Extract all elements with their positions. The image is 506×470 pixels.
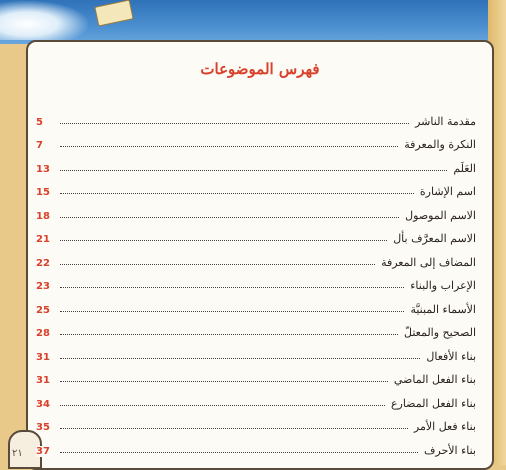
toc-entry-label: اسم الإشارة bbox=[416, 185, 476, 198]
toc-list bbox=[36, 104, 476, 457]
toc-entry-page: 25 bbox=[36, 305, 58, 316]
dot-leader bbox=[60, 404, 385, 406]
toc-entry-page: 31 bbox=[36, 352, 58, 363]
toc-entry[interactable] bbox=[36, 410, 476, 434]
toc-entry[interactable] bbox=[36, 339, 476, 363]
toc-entry-label: مقدمة الناشر bbox=[411, 115, 476, 128]
toc-title: فهرس الموضوعات bbox=[200, 60, 320, 78]
toc-entry[interactable] bbox=[36, 151, 476, 175]
dot-leader bbox=[60, 239, 387, 241]
header-banner bbox=[0, 0, 506, 44]
dot-leader bbox=[60, 451, 418, 453]
toc-entry-label: بناء فعل الأمر bbox=[410, 420, 476, 433]
dot-leader bbox=[60, 145, 398, 147]
toc-entry-label: الاسم المعرَّف بأل bbox=[389, 232, 476, 245]
toc-entry-page: 34 bbox=[36, 399, 58, 410]
toc-panel bbox=[26, 40, 494, 470]
toc-entry-page: 18 bbox=[36, 211, 58, 222]
toc-entry-label: بناء الفعل الماضي bbox=[390, 373, 476, 386]
toc-entry-page: 37 bbox=[36, 446, 58, 457]
dot-leader bbox=[60, 263, 375, 265]
dot-leader bbox=[60, 286, 404, 288]
toc-entry-label: العَلَم bbox=[449, 162, 476, 175]
toc-entry-label: المضاف إلى المعرفة bbox=[377, 256, 476, 269]
toc-entry[interactable] bbox=[36, 104, 476, 128]
dot-leader bbox=[60, 427, 408, 429]
toc-entry-label: بناء الفعل المضارع bbox=[387, 397, 476, 410]
toc-entry[interactable] bbox=[36, 245, 476, 269]
toc-entry-label: الصحيح والمعتلّ bbox=[400, 326, 476, 339]
toc-entry[interactable] bbox=[36, 198, 476, 222]
toc-entry-label: الاسم الموصول bbox=[401, 209, 476, 222]
toc-entry-page: 28 bbox=[36, 328, 58, 339]
toc-entry-page: 31 bbox=[36, 375, 58, 386]
dot-leader bbox=[60, 333, 398, 335]
toc-entry[interactable] bbox=[36, 363, 476, 387]
dot-leader bbox=[60, 122, 409, 124]
toc-entry[interactable] bbox=[36, 292, 476, 316]
dot-leader bbox=[60, 216, 399, 218]
dot-leader bbox=[60, 169, 447, 171]
toc-entry-page: 7 bbox=[36, 140, 58, 151]
toc-entry-page: 5 bbox=[36, 117, 58, 128]
dot-leader bbox=[60, 310, 404, 312]
toc-entry[interactable] bbox=[36, 222, 476, 246]
toc-entry-label: بناء الأحرف bbox=[420, 444, 476, 457]
toc-entry-label: النكرة والمعرفة bbox=[400, 138, 476, 151]
toc-entry-label: بناء الأفعال bbox=[422, 350, 476, 363]
toc-entry-page: 15 bbox=[36, 187, 58, 198]
toc-entry-page: 13 bbox=[36, 164, 58, 175]
toc-entry[interactable] bbox=[36, 433, 476, 457]
dot-leader bbox=[60, 357, 420, 359]
toc-entry-page: 22 bbox=[36, 258, 58, 269]
toc-entry[interactable] bbox=[36, 386, 476, 410]
toc-entry[interactable] bbox=[36, 316, 476, 340]
toc-entry-page: 35 bbox=[36, 422, 58, 433]
toc-entry-label: الإعراب والبناء bbox=[406, 279, 476, 292]
dot-leader bbox=[60, 380, 388, 382]
toc-entry[interactable] bbox=[36, 128, 476, 152]
toc-entry-page: 23 bbox=[36, 281, 58, 292]
toc-entry[interactable] bbox=[36, 175, 476, 199]
toc-entry-label: الأسماء المبنيَّة bbox=[406, 303, 476, 316]
book-icon bbox=[94, 0, 133, 27]
dot-leader bbox=[60, 192, 414, 194]
toc-entry-page: 21 bbox=[36, 234, 58, 245]
logo-swirl bbox=[0, 0, 90, 40]
corner-page-number: ٢١ bbox=[12, 448, 23, 459]
toc-entry[interactable] bbox=[36, 269, 476, 293]
